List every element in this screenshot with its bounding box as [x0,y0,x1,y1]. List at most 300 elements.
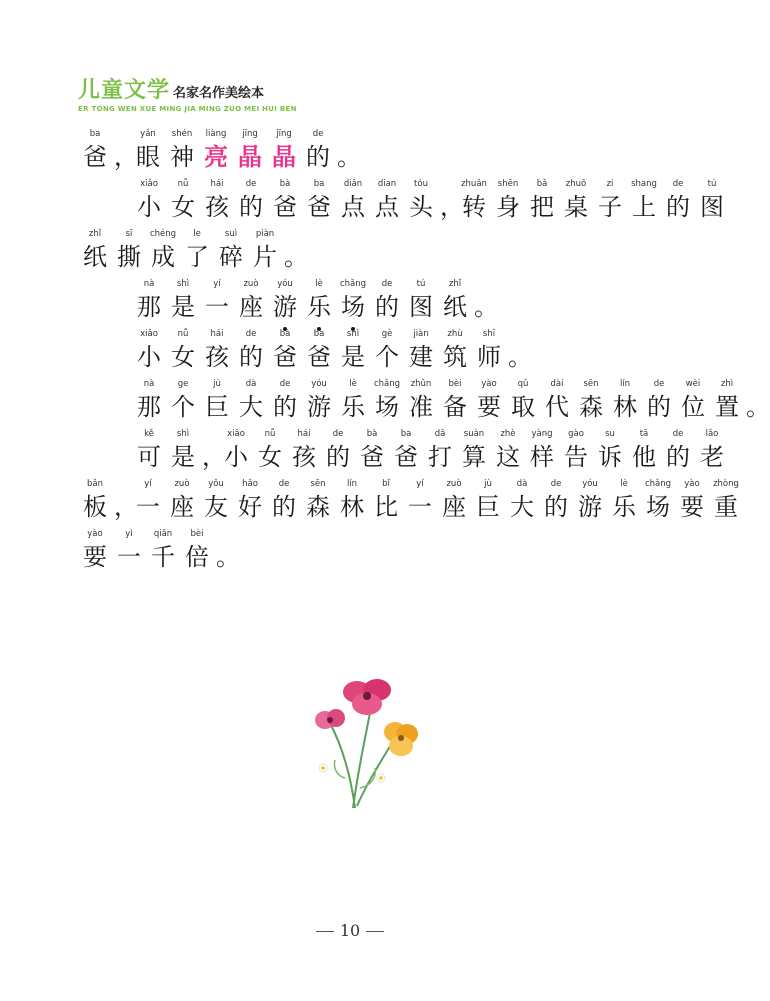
character-with-pinyin [134,377,164,422]
hanzi-character: 的 [272,493,296,521]
hanzi-character: 游 [273,293,297,321]
hanzi-character: 座 [442,493,466,521]
punctuation [337,127,361,172]
hanzi-character: 大 [510,493,534,521]
pinyin: lǎo [705,429,719,439]
hanzi-character: 眼 [136,143,160,171]
character-with-pinyin [270,277,300,322]
character-with-pinyin [337,477,367,522]
hanzi-character: 爸 [273,193,297,221]
character-with-pinyin [338,177,368,222]
character-with-pinyin [236,377,266,422]
character-with-pinyin [133,477,163,522]
character-with-pinyin [406,327,436,372]
hanzi-character: 小 [137,193,161,221]
pinyin: bèi [190,529,204,539]
text-line [80,477,745,522]
hanzi-character: 一 [136,493,160,521]
character-with-pinyin [440,377,470,422]
character-with-pinyin [114,527,144,572]
hanzi-character: 点 [341,193,365,221]
character-with-pinyin [663,177,693,222]
pinyin [337,127,352,142]
pinyin: zhuō [565,179,587,189]
pinyin: yí [416,479,424,489]
hanzi-character: 。 [284,243,308,271]
character-with-pinyin [595,177,625,222]
pinyin: jù [213,379,221,389]
hanzi-character: 比 [374,493,398,521]
character-with-pinyin [202,277,232,322]
character-with-pinyin [561,427,591,472]
hanzi-character: 孩 [205,193,229,221]
pinyin: de [279,379,291,389]
pinyin: lín [346,479,358,489]
hanzi-character: 游 [307,393,331,421]
hanzi-character: 的 [326,443,350,471]
character-with-pinyin [406,377,436,422]
character-with-pinyin [527,177,557,222]
hanzi-character: 座 [170,493,194,521]
character-with-pinyin [338,277,368,322]
pinyin: tā [639,429,649,439]
character-with-pinyin [182,527,212,572]
hanzi-character: 。 [746,393,770,421]
hanzi-character: 爸 [394,443,418,471]
pinyin: yí [213,279,221,289]
character-with-pinyin [168,427,198,472]
pinyin: bèi [448,379,462,389]
hanzi-character: 重 [714,493,738,521]
character-with-pinyin [304,277,334,322]
hanzi-character: 一 [408,493,432,521]
hanzi-character: ， [114,143,138,171]
hanzi-character: 乐 [307,293,331,321]
character-with-pinyin [493,427,523,472]
punctuation [202,427,226,472]
pinyin: qiān [153,529,173,539]
pinyin: de [245,179,257,189]
character-with-pinyin [269,477,299,522]
punctuation [114,477,138,522]
pinyin: ge [177,379,189,389]
text-line [134,377,770,422]
character-with-pinyin [304,177,334,222]
pinyin: bǎn [87,479,103,489]
hanzi-character: ， [114,493,138,521]
pinyin: ba [313,329,325,339]
pinyin: tú [416,279,426,289]
pinyin: zhè [500,429,516,439]
character-with-pinyin [303,477,333,522]
hanzi-character: 林 [340,493,364,521]
pinyin: su [605,429,615,439]
hanzi-character: 孩 [205,343,229,371]
pinyin: hái [210,329,224,339]
hanzi-character: 是 [171,293,195,321]
series-pinyin: ER TONG WEN XUE MING JIA MING ZUO MEI HUI BEN [78,105,297,113]
hanzi-character: 可 [137,443,161,471]
character-with-pinyin [406,177,436,222]
hanzi-character: 是 [341,343,365,371]
pinyin: sēn [583,379,599,389]
hanzi-character: 的 [647,393,671,421]
hanzi-character: 点 [375,193,399,221]
hanzi-character: 准 [409,393,433,421]
character-with-pinyin [440,277,470,322]
hanzi-character: 个 [375,343,399,371]
character-with-pinyin [507,477,537,522]
character-with-pinyin [236,327,266,372]
pinyin [114,477,129,492]
pinyin: yào [87,529,103,539]
hanzi-character: 小 [137,343,161,371]
hanzi-character: 爸 [307,343,331,371]
hanzi-character: 。 [216,543,240,571]
character-with-pinyin [677,477,707,522]
hanzi-character: ， [440,193,464,221]
pinyin: kě [144,429,154,439]
pinyin: gè [381,329,393,339]
hanzi-character: 是 [171,443,195,471]
pinyin [202,427,217,442]
hanzi-character: 要 [83,543,107,571]
character-with-pinyin [595,427,625,472]
character-with-pinyin [148,227,178,272]
pinyin [284,227,299,242]
hanzi-character: 这 [496,443,520,471]
highlighted-character: 晶 [238,143,262,171]
character-with-pinyin [459,427,489,472]
pinyin: nà [143,379,155,389]
hanzi-character: 告 [564,443,588,471]
pinyin: zhù [447,329,463,339]
hanzi-character: 上 [632,193,656,221]
character-with-pinyin [304,377,334,422]
character-with-pinyin [610,377,640,422]
character-with-pinyin [80,127,110,172]
punctuation [474,277,498,322]
character-with-pinyin [372,277,402,322]
hanzi-character: 森 [306,493,330,521]
series-subtitle: 名家名作美绘本 [173,86,265,101]
pinyin: gào [568,429,584,439]
pinyin: hái [210,179,224,189]
character-with-pinyin [338,327,368,372]
hanzi-character: 的 [666,443,690,471]
pinyin: shang [631,179,657,189]
pinyin: liàng [205,129,227,139]
hanzi-character: 孩 [292,443,316,471]
hanzi-character: 爸 [273,343,297,371]
pinyin [114,127,129,142]
pinyin: de [312,129,324,139]
pinyin: jù [484,479,492,489]
hanzi-character: 了 [185,243,209,271]
pinyin: lè [349,379,357,389]
character-with-pinyin [168,277,198,322]
pinyin [474,277,489,292]
hanzi-character: ， [202,443,226,471]
pinyin: zhì [720,379,734,389]
character-with-pinyin [474,377,504,422]
pinyin: de [332,429,344,439]
character-with-pinyin [235,127,265,172]
hanzi-character: 游 [578,493,602,521]
page-footer [0,921,700,940]
hanzi-character: 要 [680,493,704,521]
character-with-pinyin [168,377,198,422]
pinyin: zhuǎn [461,179,487,189]
pinyin: jīng [242,129,258,139]
character-with-pinyin [303,127,333,172]
character-with-pinyin [629,177,659,222]
pinyin: diǎn [343,179,363,189]
pinyin [508,327,523,342]
hanzi-character: 把 [530,193,554,221]
character-with-pinyin [439,477,469,522]
pinyin: bà [366,429,378,439]
text-line [80,127,361,172]
character-with-pinyin [425,427,455,472]
pinyin: xiǎo [227,429,245,439]
pinyin: xiǎo [140,329,158,339]
character-with-pinyin [576,377,606,422]
pinyin: zi [606,179,614,189]
hanzi-character: 图 [700,193,724,221]
hanzi-character: 爸 [360,443,384,471]
text-line [134,327,532,372]
pinyin: dà [516,479,528,489]
hanzi-character: 一 [117,543,141,571]
character-with-pinyin [134,427,164,472]
pinyin: tú [707,179,717,189]
character-with-pinyin [357,427,387,472]
text-line [134,277,498,322]
hanzi-character: 置 [715,393,739,421]
character-with-pinyin [372,377,402,422]
character-with-pinyin [372,177,402,222]
pinyin [746,377,761,392]
character-with-pinyin [202,177,232,222]
pinyin: xiǎo [140,179,158,189]
highlighted-character: 亮 [204,143,228,171]
pinyin: dà [245,379,257,389]
character-with-pinyin [527,427,557,472]
hanzi-character: 筑 [443,343,467,371]
pinyin: shì [176,279,190,289]
hanzi-character: 神 [170,143,194,171]
hanzi-character: 子 [598,193,622,221]
pinyin: de [672,429,684,439]
character-with-pinyin [609,477,639,522]
hanzi-character: 碎 [219,243,243,271]
hanzi-character: 建 [409,343,433,371]
pinyin: lè [620,479,628,489]
pinyin: hái [297,429,311,439]
character-with-pinyin [167,127,197,172]
character-with-pinyin [575,477,605,522]
text-line [134,177,731,222]
pinyin: piàn [255,229,275,239]
hanzi-character: 备 [443,393,467,421]
hanzi-character: 乐 [612,493,636,521]
hanzi-character: 千 [151,543,175,571]
page-number: 10 [339,921,361,940]
pinyin: ba [313,179,325,189]
character-with-pinyin [663,427,693,472]
pinyin: yǎn [140,129,156,139]
hanzi-character: 个 [171,393,195,421]
character-with-pinyin [678,377,708,422]
character-with-pinyin [148,527,178,572]
character-with-pinyin [134,277,164,322]
character-with-pinyin [391,427,421,472]
pinyin: bǐ [382,479,390,489]
hanzi-character: 爸 [83,143,107,171]
character-with-pinyin [255,427,285,472]
hanzi-character: 的 [306,143,330,171]
character-with-pinyin [201,477,231,522]
character-with-pinyin [250,227,280,272]
character-with-pinyin [201,127,231,172]
character-with-pinyin [711,477,741,522]
character-with-pinyin [643,477,673,522]
pinyin: yí [144,479,152,489]
character-with-pinyin [202,377,232,422]
pinyin: tóu [414,179,428,189]
pinyin: wèi [685,379,701,389]
pinyin: zhǐ [88,229,102,239]
pinyin: nǚ [177,179,189,189]
hanzi-character: 的 [666,193,690,221]
pinyin: de [381,279,393,289]
pinyin: zhòng [713,479,739,489]
character-with-pinyin [697,427,727,472]
pinyin: yào [481,379,497,389]
pinyin: de [278,479,290,489]
hanzi-character: 友 [204,493,228,521]
hanzi-character: 老 [700,443,724,471]
character-with-pinyin [629,427,659,472]
hanzi-character: 女 [171,343,195,371]
hanzi-character: 的 [375,293,399,321]
character-with-pinyin [270,177,300,222]
pinyin: bà [279,329,291,339]
hanzi-character: 那 [137,393,161,421]
hanzi-character: 场 [646,493,670,521]
hanzi-character: 林 [613,393,637,421]
character-with-pinyin [405,477,435,522]
pinyin: ba [89,129,101,139]
hanzi-character: 纸 [83,243,107,271]
pinyin: zuò [174,479,190,489]
hanzi-character: 的 [239,343,263,371]
pinyin: bǎ [536,179,548,189]
pinyin: chǎng [339,279,367,289]
pinyin: zuò [243,279,259,289]
hanzi-character: 图 [409,293,433,321]
punctuation [440,177,464,222]
hanzi-character: 师 [477,343,501,371]
text-line [80,527,240,572]
text-line [134,427,731,472]
hanzi-character: 桌 [564,193,588,221]
pinyin: shì [346,329,360,339]
character-with-pinyin [440,327,470,372]
hanzi-character: 一 [205,293,229,321]
hanzi-character: 片 [253,243,277,271]
character-with-pinyin [168,327,198,372]
hanzi-character: 巨 [205,393,229,421]
punctuation [216,527,240,572]
character-with-pinyin [270,377,300,422]
pinyin: de [653,379,665,389]
character-with-pinyin [644,377,674,422]
pinyin: le [193,229,201,239]
hanzi-character: 的 [544,493,568,521]
flower-illustration [305,668,425,818]
pinyin: yào [684,479,700,489]
pinyin: nà [143,279,155,289]
pinyin: chǎng [644,479,672,489]
pinyin: zuò [446,479,462,489]
character-with-pinyin [561,177,591,222]
hanzi-character: 头 [409,193,433,221]
pinyin: chéng [149,229,177,239]
hanzi-character: 森 [579,393,603,421]
pinyin: suàn [463,429,485,439]
character-with-pinyin [541,477,571,522]
pinyin: yóu [277,279,293,289]
pinyin: dài [550,379,564,389]
pinyin: de [245,329,257,339]
character-with-pinyin [406,277,436,322]
hanzi-character: 要 [477,393,501,421]
character-with-pinyin [459,177,489,222]
punctuation [284,227,308,272]
pinyin: hǎo [242,479,258,489]
character-with-pinyin [134,327,164,372]
pinyin: de [672,179,684,189]
pinyin: yóu [311,379,327,389]
character-with-pinyin [712,377,742,422]
character-with-pinyin [542,377,572,422]
hanzi-character: 。 [474,293,498,321]
character-with-pinyin [269,127,299,172]
pinyin: lín [619,379,631,389]
hanzi-character: 成 [151,243,175,271]
pinyin: ba [400,429,412,439]
pinyin [440,177,455,192]
punctuation [508,327,532,372]
pinyin: shì [176,429,190,439]
hanzi-character: 女 [258,443,282,471]
character-with-pinyin [80,227,110,272]
pinyin: yàng [531,429,553,439]
character-with-pinyin [168,177,198,222]
punctuation [746,377,770,422]
pinyin: yǒu [208,479,224,489]
character-with-pinyin [270,327,300,372]
footer-dash-left [316,931,334,932]
hanzi-character: 位 [681,393,705,421]
character-with-pinyin [493,177,523,222]
pinyin: sī [125,229,133,239]
highlighted-character: 晶 [272,143,296,171]
punctuation [114,127,138,172]
hanzi-character: 巨 [476,493,500,521]
